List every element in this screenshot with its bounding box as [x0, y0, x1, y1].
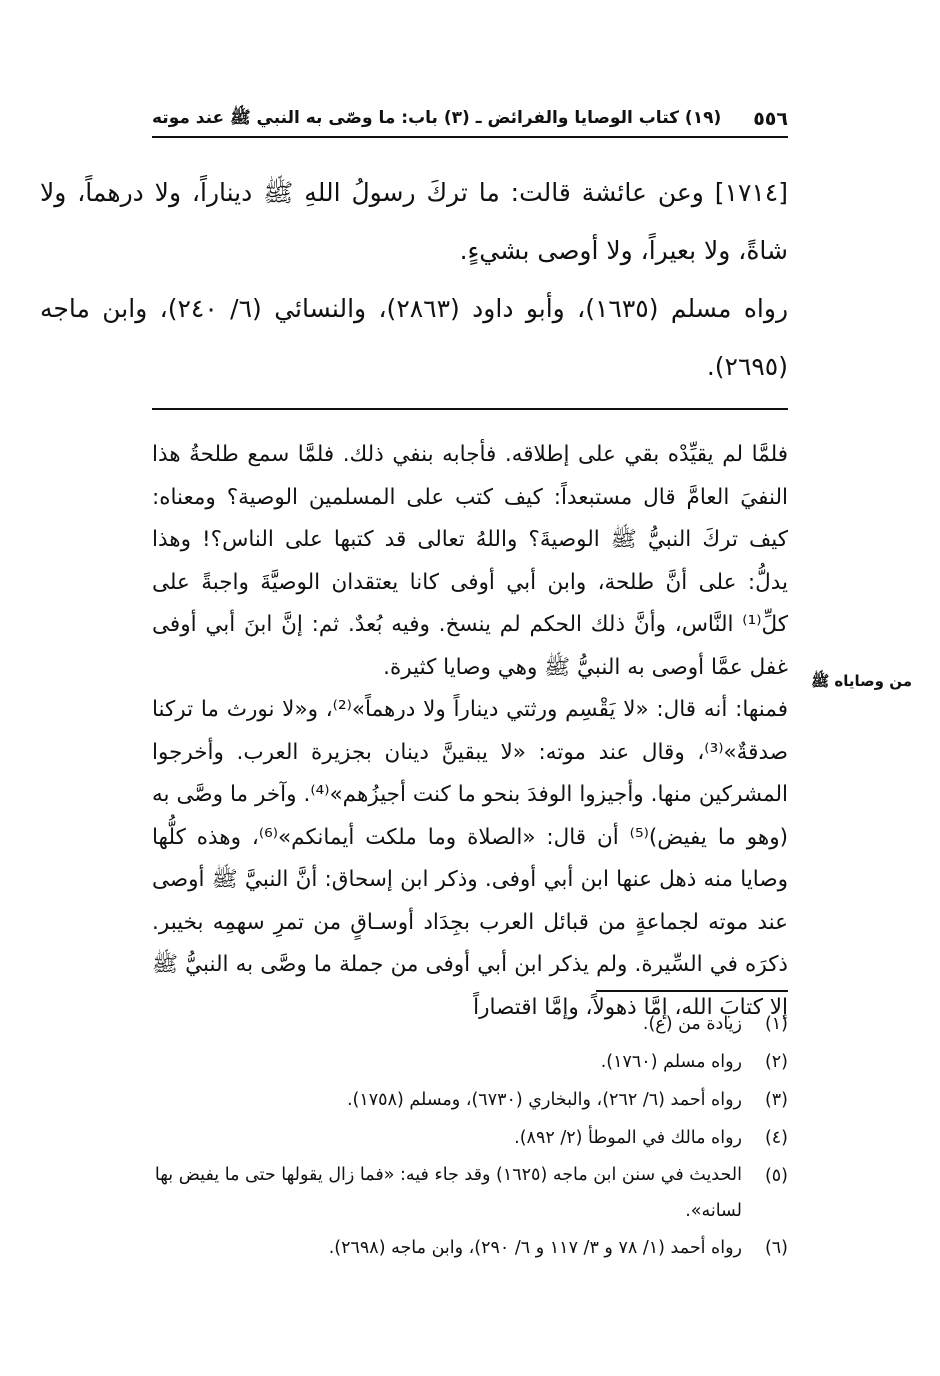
- footnote-item: [152, 1043, 788, 1081]
- footnote-text: رواه أحمد (٦/ ٢٦٢)، والبخاري (٦٧٣٠)، ومسلم (١٧٥٨).: [346, 1090, 742, 1110]
- footnote-item: [152, 1229, 788, 1267]
- footnote-text: رواه أحمد (١/ ٧٨ و ٣/ ١١٧ و ٦/ ٢٩٠)، وابن ماجه (٢٦٩٨).: [328, 1238, 742, 1258]
- footnote-divider: [596, 990, 788, 992]
- footnote-number: (٦): [764, 1238, 788, 1258]
- footnote-item: [152, 1119, 788, 1157]
- footnote-text: زيادة من (ع).: [642, 1014, 742, 1034]
- hadith-text: [١٧١٤] وعن عائشة قالت: ما تركَ رسولُ اللهِ ﷺ ديناراً، ولا درهماً، ولا شاةً، ولا بعيراً، ولا أوصى بشيءٍ.: [40, 178, 788, 265]
- footnote-number: (٢): [764, 1052, 788, 1072]
- footnote-item: [152, 1081, 788, 1119]
- footnote-number: (٣): [764, 1090, 788, 1110]
- hadith-source: رواه مسلم (١٦٣٥)، وأبو داود (٢٨٦٣)، والنسائي (٦/ ٢٤٠)، وابن ماجه (٢٦٩٥).: [40, 294, 789, 381]
- footnote-text: رواه مسلم (١٧٦٠).: [600, 1052, 742, 1072]
- page-header: [152, 106, 788, 132]
- footnote-item: [152, 1005, 788, 1043]
- footnote-text: الحديث في سنن ابن ماجه (١٦٢٥) وقد جاء فيه: «فما زال يقولها حتى ما يفيض بها لسانه».: [154, 1165, 742, 1221]
- section-divider: [152, 408, 788, 410]
- commentary-block: [152, 434, 788, 1029]
- commentary-paragraph-2: فمنها: أنه قال: «لا يَقْسِم ورثتي ديناراً ولا درهماً»⁽²⁾، و«لا نورث ما تركنا صدقةٌ»⁽³⁾، وقال عند موته: «لا يبقينَّ دينان بجزيرة العرب. وأخرجوا المشركين منها. وأجيزوا الوفدَ بنحو ما كنت أجيزُهم»⁽⁴⁾. وآخر ما وصَّى به (وهو ما يفيض)⁽⁵⁾ أن قال: «الصلاة وما ملكت أيمانكم»⁽⁶⁾، وهذه كلُّها وصايا منه ذهل عنها ابن أبي أوفى. وذكر ابن إسحاق: أنَّ النبيَّ ﷺ أوصى عند موته لجماعةٍ من قبائل العرب بجِدَاد أوسـاقٍ من تمرِ سهمِه بخيبر. ذكرَه في السِّيرة. ولم يذكر ابن أبي أوفى من جملة ما وصَّى به النبيُّ ﷺ إلا كتابَ الله، إمَّا ذهولاً، وإمَّا اقتصاراً: [152, 697, 789, 1020]
- footnote-number: (٥): [764, 1166, 788, 1186]
- footnotes-list: [152, 1005, 788, 1267]
- footnote-number: (١): [764, 1014, 788, 1034]
- margin-note: من وصاياه ﷺ: [811, 672, 912, 690]
- footnote-text: رواه مالك في الموطأ (٢/ ٨٩٢).: [514, 1128, 742, 1148]
- commentary-paragraph-1: فلمَّا لم يقيِّدْه بقي على إطلاقه. فأجابه بنفي ذلك. فلمَّا سمع طلحةُ هذا النفيَ العامَّ قال مستبعداً: كيف كتب على المسلمين الوصية؟ ومعناه: كيف تركَ النبيُّ ﷺ الوصيةَ؟ واللهُ تعالى قد كتبها على الناس؟! وهذا يدلُّ: على أنَّ طلحة، وابن أبي أوفى كانا يعتقدان الوصيَّةَ واجبةً على كلِّ⁽¹⁾ النَّاس، وأنَّ ذلك الحكم لم ينسخ. وفيه بُعدٌ. ثم: إنَّ ابنَ أبي أوفى غفل عمَّا أوصى به النبيُّ ﷺ وهي وصايا كثيرة.: [152, 442, 788, 680]
- header-divider: [152, 136, 788, 138]
- page-number: ٥٥٦: [753, 108, 788, 130]
- footnote-item: [152, 1157, 788, 1229]
- running-title: (١٩) كتاب الوصايا والفرائض ـ (٣) باب: ما وصّى به النبي ﷺ عند موته: [152, 107, 722, 128]
- footnote-number: (٤): [764, 1128, 788, 1148]
- hadith-block: [40, 164, 788, 396]
